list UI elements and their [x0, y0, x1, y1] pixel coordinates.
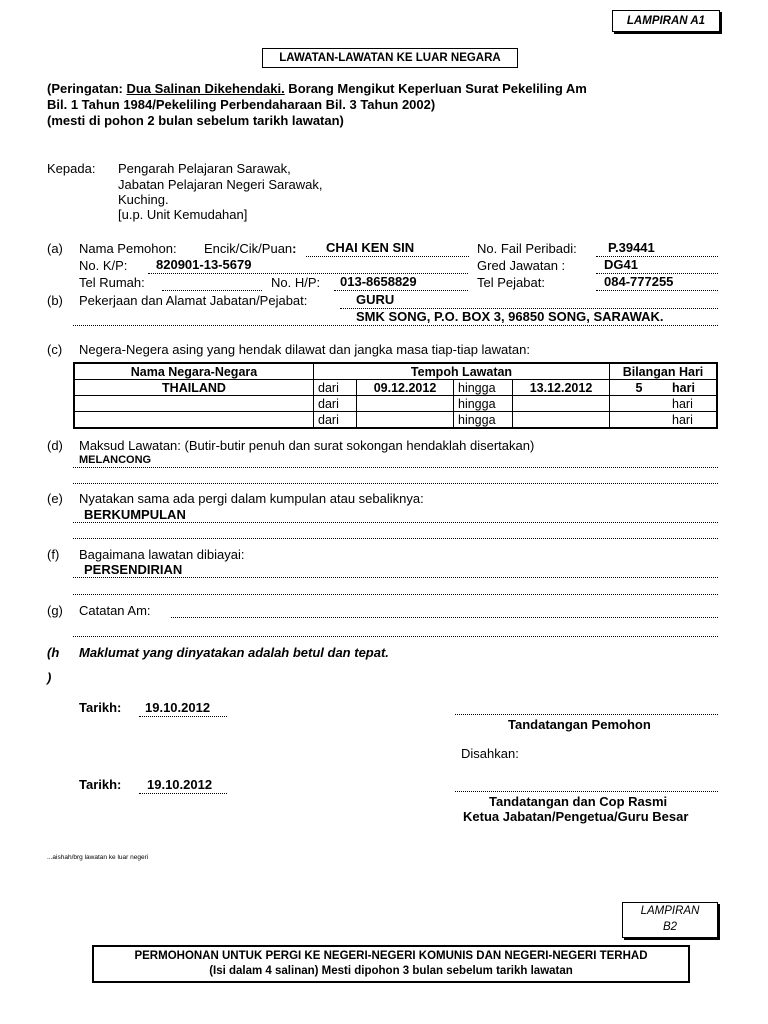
grade-value[interactable]: DG41	[604, 257, 638, 272]
ic-number-label: No. K/P:	[79, 258, 128, 273]
mobile-label: No. H/P:	[271, 275, 321, 290]
funding-dotted-line-1	[73, 577, 718, 578]
purpose-value[interactable]: MELANCONG	[79, 454, 152, 466]
lampiran-b2-line-1: LAMPIRAN	[640, 905, 700, 917]
warning-line-2: Bil. 1 Tahun 1984/Pekeliling Perbendaharaan Bil. 3 Tahun 2002)	[47, 97, 436, 112]
to-date-cell[interactable]	[513, 396, 610, 412]
header-days: Bilangan Hari	[610, 363, 718, 380]
to-label: hingga	[454, 396, 513, 412]
lampiran-b2-line-2: B2	[662, 921, 678, 933]
restricted-countries-header	[92, 945, 690, 983]
applicant-signature-caption: Tandatangan Pemohon	[508, 717, 651, 732]
days-cell[interactable]: 5	[610, 380, 669, 396]
restricted-title: PERMOHONAN UNTUK PERGI KE NEGERI-NEGERI KOMUNIS DAN NEGERI-NEGERI TERHAD	[134, 950, 648, 962]
date-dotted-line-1	[139, 716, 227, 717]
file-number-label: No. Fail Peribadi:	[477, 241, 577, 256]
certified-label: Disahkan:	[461, 746, 519, 761]
kepada-line: Kuching.	[118, 192, 169, 207]
days-unit: hari	[668, 396, 717, 412]
mobile-dotted-line	[334, 290, 468, 291]
notes-label: Catatan Am:	[79, 603, 151, 618]
office-dotted-line	[596, 290, 718, 291]
title-label: Encik/Cik/Puan:	[204, 241, 297, 256]
declaration-text: Maklumat yang dinyatakan adalah betul dan tepat.	[79, 645, 389, 660]
header-period: Tempoh Lawatan	[314, 363, 610, 380]
group-dotted-line-1	[73, 522, 718, 523]
section-e-number: (e)	[47, 491, 63, 506]
funding-label: Bagaimana lawatan dibiayai:	[79, 547, 245, 562]
home-phone-dotted-line[interactable]	[162, 290, 262, 291]
date-label-1: Tarikh:	[79, 700, 122, 715]
from-date-cell[interactable]	[357, 412, 454, 429]
country-cell[interactable]: THAILAND	[74, 380, 314, 396]
group-value[interactable]: BERKUMPULAN	[84, 507, 186, 522]
office-phone-label: Tel Pejabat:	[477, 275, 545, 290]
kepada-line: [u.p. Unit Kemudahan]	[118, 207, 248, 222]
lampiran-b2-label	[622, 902, 718, 938]
address-value[interactable]: SMK SONG, P.O. BOX 3, 96850 SONG, SARAWAK.	[356, 309, 664, 324]
home-phone-label: Tel Rumah:	[79, 275, 145, 290]
table-row	[74, 396, 717, 412]
group-dotted-line-2	[73, 538, 718, 539]
to-date-cell[interactable]: 13.12.2012	[513, 380, 610, 396]
date-value-2[interactable]: 19.10.2012	[147, 777, 213, 792]
from-label: dari	[314, 396, 357, 412]
grade-label: Gred Jawatan :	[477, 258, 566, 273]
days-unit: hari	[668, 380, 717, 396]
purpose-dotted-line-1	[73, 467, 718, 468]
applicant-name-label: Nama Pemohon:	[79, 241, 177, 256]
section-b-number: (b)	[47, 293, 63, 308]
warning-line-3: (mesti di pohon 2 bulan sebelum tarikh lawatan)	[47, 113, 344, 128]
kepada-line: Pengarah Pelajaran Sarawak,	[118, 161, 291, 176]
table-row	[74, 412, 717, 429]
from-date-cell[interactable]: 09.12.2012	[357, 380, 454, 396]
ic-number-value[interactable]: 820901-13-5679	[156, 257, 252, 272]
to-label: hingga	[454, 380, 513, 396]
kepada-label: Kepada:	[47, 161, 96, 176]
office-phone-value[interactable]: 084-777255	[604, 274, 674, 289]
official-position-caption: Ketua Jabatan/Pengetua/Guru Besar	[463, 809, 689, 824]
section-f-number: (f)	[47, 547, 60, 562]
date-value-1[interactable]: 19.10.2012	[145, 700, 211, 715]
ic-dotted-line	[148, 273, 468, 274]
name-dotted-line	[306, 256, 469, 257]
notes-dotted-line-2[interactable]	[73, 636, 718, 637]
warning-line-1: (Peringatan: Dua Salinan Dikehendaki. Borang Mengikut Keperluan Surat Pekeliling Am	[47, 81, 587, 96]
purpose-dotted-line-2	[73, 483, 718, 484]
from-date-cell[interactable]	[357, 396, 454, 412]
job-address-label: Pekerjaan dan Alamat Jabatan/Pejabat:	[79, 293, 308, 308]
restricted-subtitle: (Isi dalam 4 salinan) Mesti dipohon 3 bulan sebelum tarikh lawatan	[209, 965, 573, 977]
table-row	[74, 380, 717, 396]
file-number-value[interactable]: P.39441	[608, 240, 655, 255]
official-signature-line[interactable]	[455, 791, 718, 792]
countries-label: Negera-Negera asing yang hendak dilawat dan jangka masa tiap-tiap lawatan:	[79, 342, 530, 357]
date-label-2: Tarikh:	[79, 777, 122, 792]
footnote: ...aishah/brg lawatan ke luar negeri	[47, 854, 149, 861]
table-header-row	[74, 363, 717, 380]
group-label: Nyatakan sama ada pergi dalam kumpulan atau sebaliknya:	[79, 491, 424, 506]
purpose-label: Maksud Lawatan: (Butir-butir penuh dan surat sokongan hendaklah disertakan)	[79, 438, 535, 453]
country-cell[interactable]	[74, 412, 314, 429]
date-dotted-line-2	[139, 793, 227, 794]
notes-dotted-line-1[interactable]	[171, 617, 718, 618]
job-value[interactable]: GURU	[356, 292, 395, 307]
kepada-line: Jabatan Pelajaran Negeri Sarawak,	[118, 177, 323, 192]
form-title: LAWATAN-LAWATAN KE LUAR NEGARA	[262, 48, 518, 68]
section-h-number: (h	[47, 645, 60, 660]
from-label: dari	[314, 412, 357, 429]
section-h-number-close: )	[47, 670, 52, 685]
days-unit: hari	[668, 412, 717, 429]
applicant-name-value[interactable]: CHAI KEN SIN	[326, 240, 415, 255]
header-country: Nama Negara-Negara	[74, 363, 314, 380]
funding-value[interactable]: PERSENDIRIAN	[84, 562, 183, 577]
section-d-number: (d)	[47, 438, 63, 453]
section-a-number: (a)	[47, 241, 63, 256]
lampiran-a1-label: LAMPIRAN A1	[612, 10, 720, 32]
days-cell[interactable]	[610, 396, 669, 412]
from-label: dari	[314, 380, 357, 396]
days-cell[interactable]	[610, 412, 669, 429]
address-dotted-line	[73, 325, 718, 326]
applicant-signature-line[interactable]	[455, 714, 718, 715]
to-date-cell[interactable]	[513, 412, 610, 429]
section-g-number: (g)	[47, 603, 63, 618]
mobile-value[interactable]: 013-8658829	[340, 274, 417, 289]
country-cell[interactable]	[74, 396, 314, 412]
official-signature-caption: Tandatangan dan Cop Rasmi	[489, 794, 668, 809]
funding-dotted-line-2	[73, 594, 718, 595]
to-label: hingga	[454, 412, 513, 429]
section-c-number: (c)	[47, 342, 63, 357]
countries-table	[73, 362, 718, 429]
